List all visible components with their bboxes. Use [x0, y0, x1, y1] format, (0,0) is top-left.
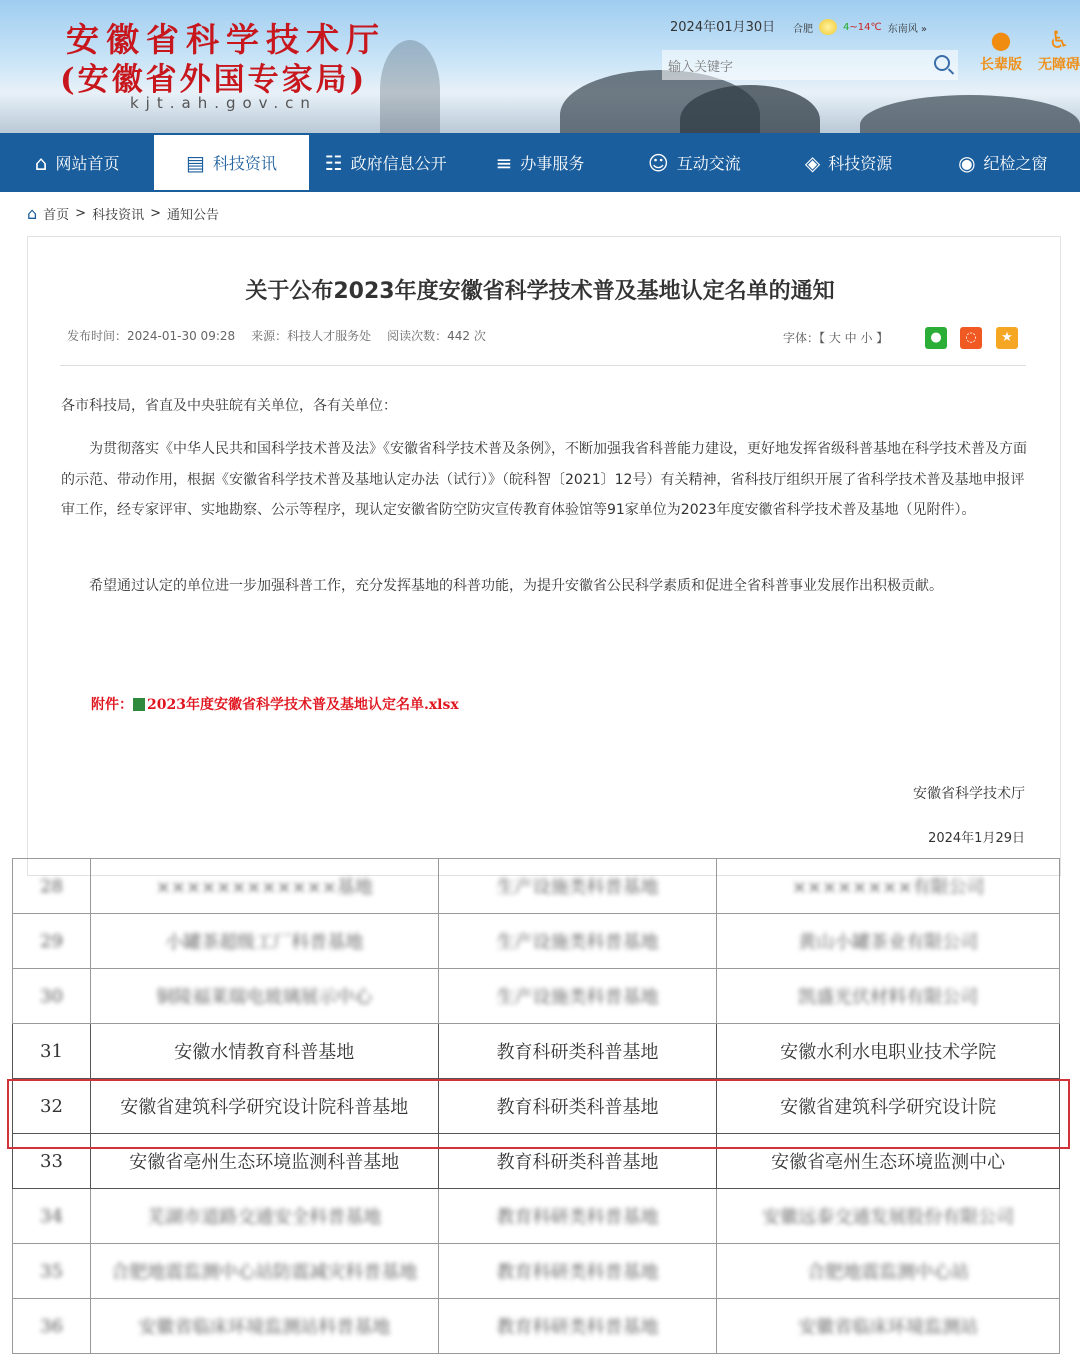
base-name: 安徽省临床环境监测站科普基地 [90, 1299, 438, 1354]
service-icon: ≡ [495, 150, 513, 175]
accessibility-button[interactable] [1038, 26, 1080, 74]
elder-icon: ● [990, 26, 1012, 54]
weather-wind: 东南风 » [887, 23, 928, 35]
nav-discipline[interactable] [926, 133, 1080, 192]
base-type: 生产设施类科普基地 [438, 859, 717, 914]
base-name: 安徽水情教育科普基地 [90, 1024, 438, 1079]
temp-low: 4 [843, 21, 850, 33]
row-number: 31 [13, 1024, 91, 1079]
nav-label: 办事服务 [520, 154, 585, 173]
row-number: 33 [13, 1134, 91, 1189]
row-number: 29 [13, 914, 91, 969]
elder-mode-label: 长辈版 [980, 57, 1022, 73]
search-input[interactable] [662, 50, 958, 80]
attachment [91, 694, 459, 714]
document-icon: ▤ [185, 150, 205, 175]
base-type: 教育科研类科普基地 [438, 1299, 717, 1354]
excel-file-icon [133, 698, 145, 711]
weather-widget[interactable] [793, 19, 927, 35]
base-unit: 安徽省临床环境监测站 [717, 1299, 1060, 1354]
base-name: 芜湖市道路交通安全科普基地 [90, 1189, 438, 1244]
nav-interaction[interactable] [617, 133, 771, 192]
table-row [13, 859, 1060, 914]
accessibility-label: 无障碍 [1038, 57, 1080, 73]
base-type: 教育科研类科普基地 [438, 1189, 717, 1244]
base-name: ××××××××××××基地 [90, 859, 438, 914]
divider [60, 365, 1026, 366]
cube-icon: ◈ [804, 150, 821, 175]
base-unit: 安徽远泰交通发展股份有限公司 [717, 1189, 1060, 1244]
favorite-star-icon[interactable]: ★ [996, 327, 1018, 349]
breadcrumb: ⌂ 首页 > 科技资讯 > 通知公告 [27, 204, 220, 223]
elder-mode-button[interactable] [980, 26, 1022, 74]
nav-label: 纪检之窗 [983, 154, 1048, 173]
weibo-share-icon[interactable]: ◌ [960, 327, 982, 349]
header-date: 2024年01月30日 [670, 20, 776, 35]
wheelchair-icon: ♿ [1048, 26, 1070, 54]
nav-label: 网站首页 [55, 154, 120, 173]
temp-high: ~14℃ [849, 21, 882, 33]
base-type: 生产设施类科普基地 [438, 914, 717, 969]
nav-label: 互动交流 [676, 154, 741, 173]
base-type: 生产设施类科普基地 [438, 969, 717, 1024]
table-row [13, 1299, 1060, 1354]
site-header [0, 0, 1080, 133]
base-unit: 黄山小罐茶业有限公司 [717, 914, 1060, 969]
font-size-selector[interactable]: 字体：【 大 中 小 】 [783, 331, 889, 345]
salutation: 各市科技局，省直及中央驻皖有关单位，各有关单位： [61, 398, 397, 414]
row-number: 28 [13, 859, 91, 914]
base-type: 教育科研类科普基地 [438, 1079, 717, 1134]
base-name: 合肥地震监测中心站防震减灾科普基地 [90, 1244, 438, 1299]
base-unit: 安徽水利水电职业技术学院 [717, 1024, 1060, 1079]
chat-icon: ☺ [647, 150, 669, 175]
nav-services[interactable] [463, 133, 617, 192]
base-unit: 安徽省建筑科学研究设计院 [717, 1079, 1060, 1134]
breadcrumb-notices[interactable]: 通知公告 [167, 208, 220, 223]
nav-home[interactable] [0, 133, 154, 192]
weather-city: 合肥 [793, 23, 813, 35]
home-icon: ⌂ [27, 204, 38, 223]
base-name: 小罐茶超级工厂科普基地 [90, 914, 438, 969]
search-placeholder: 输入关键字 [668, 59, 734, 75]
nav-label: 科技资讯 [212, 154, 277, 173]
table-row [13, 914, 1060, 969]
row-number: 32 [13, 1079, 91, 1134]
sun-icon [819, 19, 837, 35]
breadcrumb-sci-news[interactable]: 科技资讯 [92, 208, 145, 223]
attachment-link[interactable]: 2023年度安徽省科学技术普及基地认定名单.xlsx [147, 697, 459, 713]
base-unit: ××××××××有限公司 [717, 859, 1060, 914]
logo-subtitle: (安徽省外国专家局) [60, 62, 368, 98]
nav-sci-news[interactable] [154, 135, 308, 190]
table-row [13, 1244, 1060, 1299]
article-source: 来源：科技人才服务处 [251, 329, 372, 343]
nav-label: 科技资源 [828, 154, 893, 173]
table-row [13, 969, 1060, 1024]
logo-title: 安徽省科学技术厅 [66, 20, 386, 59]
base-type: 教育科研类科普基地 [438, 1024, 717, 1079]
row-number: 30 [13, 969, 91, 1024]
search-icon[interactable] [934, 55, 950, 71]
base-name: 安徽省建筑科学研究设计院科普基地 [90, 1079, 438, 1134]
home-icon: ⌂ [34, 150, 48, 175]
base-type: 教育科研类科普基地 [438, 1244, 717, 1299]
wechat-share-icon[interactable]: ● [925, 327, 947, 349]
row-number: 36 [13, 1299, 91, 1354]
badge-icon: ◉ [958, 150, 976, 175]
nav-gov-info[interactable] [309, 133, 463, 192]
highlight-box [7, 1079, 1070, 1149]
base-unit: 安徽省亳州生态环境监测中心 [717, 1134, 1060, 1189]
nav-label: 政府信息公开 [350, 154, 447, 173]
breadcrumb-home[interactable]: 首页 [43, 208, 70, 223]
base-unit: 合肥地震监测中心站 [717, 1244, 1060, 1299]
article-title: 关于公布2023年度安徽省科学技术普及基地认定名单的通知 [245, 279, 835, 304]
row-number: 34 [13, 1189, 91, 1244]
base-name: 安徽省亳州生态环境监测科普基地 [90, 1134, 438, 1189]
row-number: 35 [13, 1244, 91, 1299]
sign-date: 2024年1月29日 [928, 831, 1025, 846]
table-row [13, 1189, 1060, 1244]
signature: 安徽省科学技术厅 [913, 786, 1025, 802]
table-row [13, 1024, 1060, 1079]
base-name: 铜陵福莱瑞电玻璃展示中心 [90, 969, 438, 1024]
body-paragraph-1: 为贯彻落实《中华人民共和国科学技术普及法》《安徽省科学技术普及条例》，不断加强我省科普能力建设，更好地发挥省级科普基地在科学技术普及方面的示范、带动作用，根据《安徽省科学技术普及基地认定办法（试行）》（皖科智〔2021〕12号）有关精神，省科技厅组织开展了省科学技术普及基地申报评审工作，经专家评审、实地勘察、公示等程序，现认定安徽省防空防灾宣传教育体验馆等91家单位为2023年度安徽省科学技术普及基地（见附件）。 [61, 441, 1027, 518]
logo-domain: kjt.ah.gov.cn [130, 94, 317, 112]
attachment-label: 附件： [91, 697, 133, 713]
base-type: 教育科研类科普基地 [438, 1134, 717, 1189]
main-nav [0, 133, 1080, 192]
publish-time: 发布时间：2024-01-30 09:28 [67, 329, 236, 343]
book-icon: ☷ [324, 150, 343, 175]
read-count: 阅读次数：442 次 [387, 329, 486, 343]
base-unit: 凯盛光伏材料有限公司 [717, 969, 1060, 1024]
body-paragraph-2: 希望通过认定的单位进一步加强科普工作，充分发挥基地的科普功能，为提升安徽省公民科学素质和促进全省科普事业发展作出积极贡献。 [89, 578, 943, 594]
nav-resources[interactable] [771, 133, 925, 192]
article-meta [67, 327, 486, 344]
